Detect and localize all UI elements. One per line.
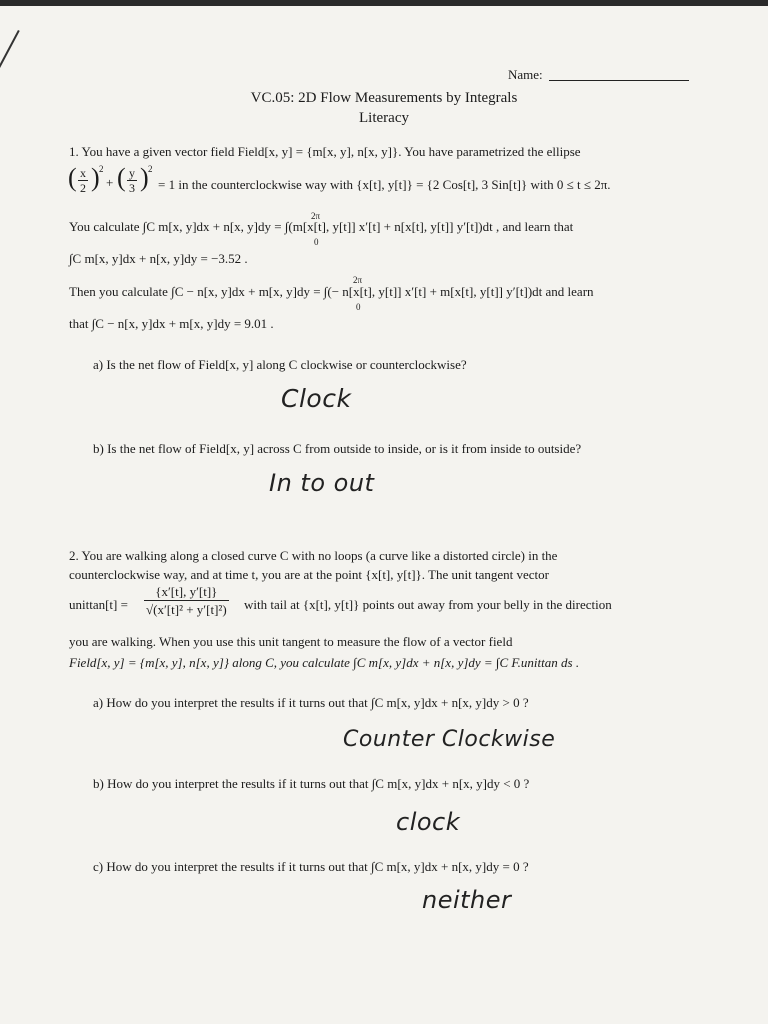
page-title: VC.05: 2D Flow Measurements by Integrals [250,90,518,106]
paren-close-1: ) [91,163,100,192]
frac-den: 3 [129,181,135,195]
unittan-fraction [144,583,229,618]
paren-close-2: ) [140,163,149,192]
p1-line1: 1. You have a given vector field Field[x, y] = {m[x, y], n[x, y]}. You have parametrized the ellipse [69,144,581,159]
p2-question-a: a) How do you interpret the results if it turns out that ∫C m[x, y]dx + n[x, y]dy > 0 ? [93,695,529,710]
name-field-line[interactable] [549,80,689,81]
unittan-label: unittan[t] = [69,597,128,612]
integral-lower-limit: 0 [314,237,319,247]
frac-num: y [129,166,135,180]
p2-line5: Field[x, y] = {m[x, y], n[x, y]} along C, you calculate ∫C m[x, y]dx + n[x, y]dy = ∫C F.unittan ds . [69,655,580,670]
p2-answer-a: Counter Clockwise [343,727,556,752]
exponent-2: 2 [148,164,153,174]
p1-question-a: a) Is the net flow of Field[x, y] along C clockwise or counterclockwise? [93,357,467,372]
p1-answer-a: Clock [281,384,352,413]
page-subtitle: Literacy [359,110,409,126]
p1-line6: that ∫C − n[x, y]dx + m[x, y]dy = 9.01 . [69,316,274,331]
p2-question-b: b) How do you interpret the results if it turns out that ∫C m[x, y]dx + n[x, y]dy < 0 ? [93,776,530,791]
plus-sign: + [106,175,114,190]
ellipse-fraction-x [78,166,88,195]
p1-line3: You calculate ∫C m[x, y]dx + n[x, y]dy = ∫(m[x[t], y[t]] x′[t] + n[x[t], y[t]] y′[t])dt , and learn that [69,219,574,234]
frac-num: x [80,166,86,180]
p1-line5: Then you calculate ∫C − n[x, y]dx + m[x, y]dy = ∫(− n[x[t], y[t]] x′[t] + m[x[t], y[t]] y′[t])dt and learn [69,284,594,299]
p2-answer-b: clock [396,808,461,836]
integral-lower-limit-2: 0 [356,302,361,312]
scan-top-edge [0,0,768,6]
paren-open-1: ( [68,163,77,192]
exponent-1: 2 [99,164,104,174]
p2-line2: counterclockwise way, and at time t, you are at the point {x[t], y[t]}. The unit tangent vector [69,567,549,582]
ellipse-fraction-y [127,166,137,195]
unittan-denominator: √(x′[t]² + y′[t]²) [146,602,227,617]
pen-mark [0,30,20,68]
p2-line1: 2. You are walking along a closed curve C with no loops (a curve like a distorted circle) in the [69,548,558,563]
integral-upper-limit-2: 2π [353,275,363,285]
integral-upper-limit: 2π [311,211,321,221]
p2-answer-c: neither [422,886,512,914]
paren-open-2: ( [117,163,126,192]
p1-line2: = 1 in the counterclockwise way with {x[t], y[t]} = {2 Cos[t], 3 Sin[t]} with 0 ≤ t ≤ 2π. [158,177,611,192]
name-label: Name: [508,67,543,82]
p1-answer-b: In to out [269,469,375,497]
p1-question-b: b) Is the net flow of Field[x, y] across C from outside to inside, or is it from inside to outside? [93,441,582,456]
p1-line4: ∫C m[x, y]dx + n[x, y]dy = −3.52 . [69,251,248,266]
frac-den: 2 [80,181,86,195]
p2-question-c: c) How do you interpret the results if it turns out that ∫C m[x, y]dx + n[x, y]dy = 0 ? [93,859,529,874]
p2-line3: with tail at {x[t], y[t]} points out away from your belly in the direction [244,597,612,612]
unittan-numerator: {x′[t], y′[t]} [155,584,218,599]
p2-line4: you are walking. When you use this unit tangent to measure the flow of a vector field [69,634,513,649]
